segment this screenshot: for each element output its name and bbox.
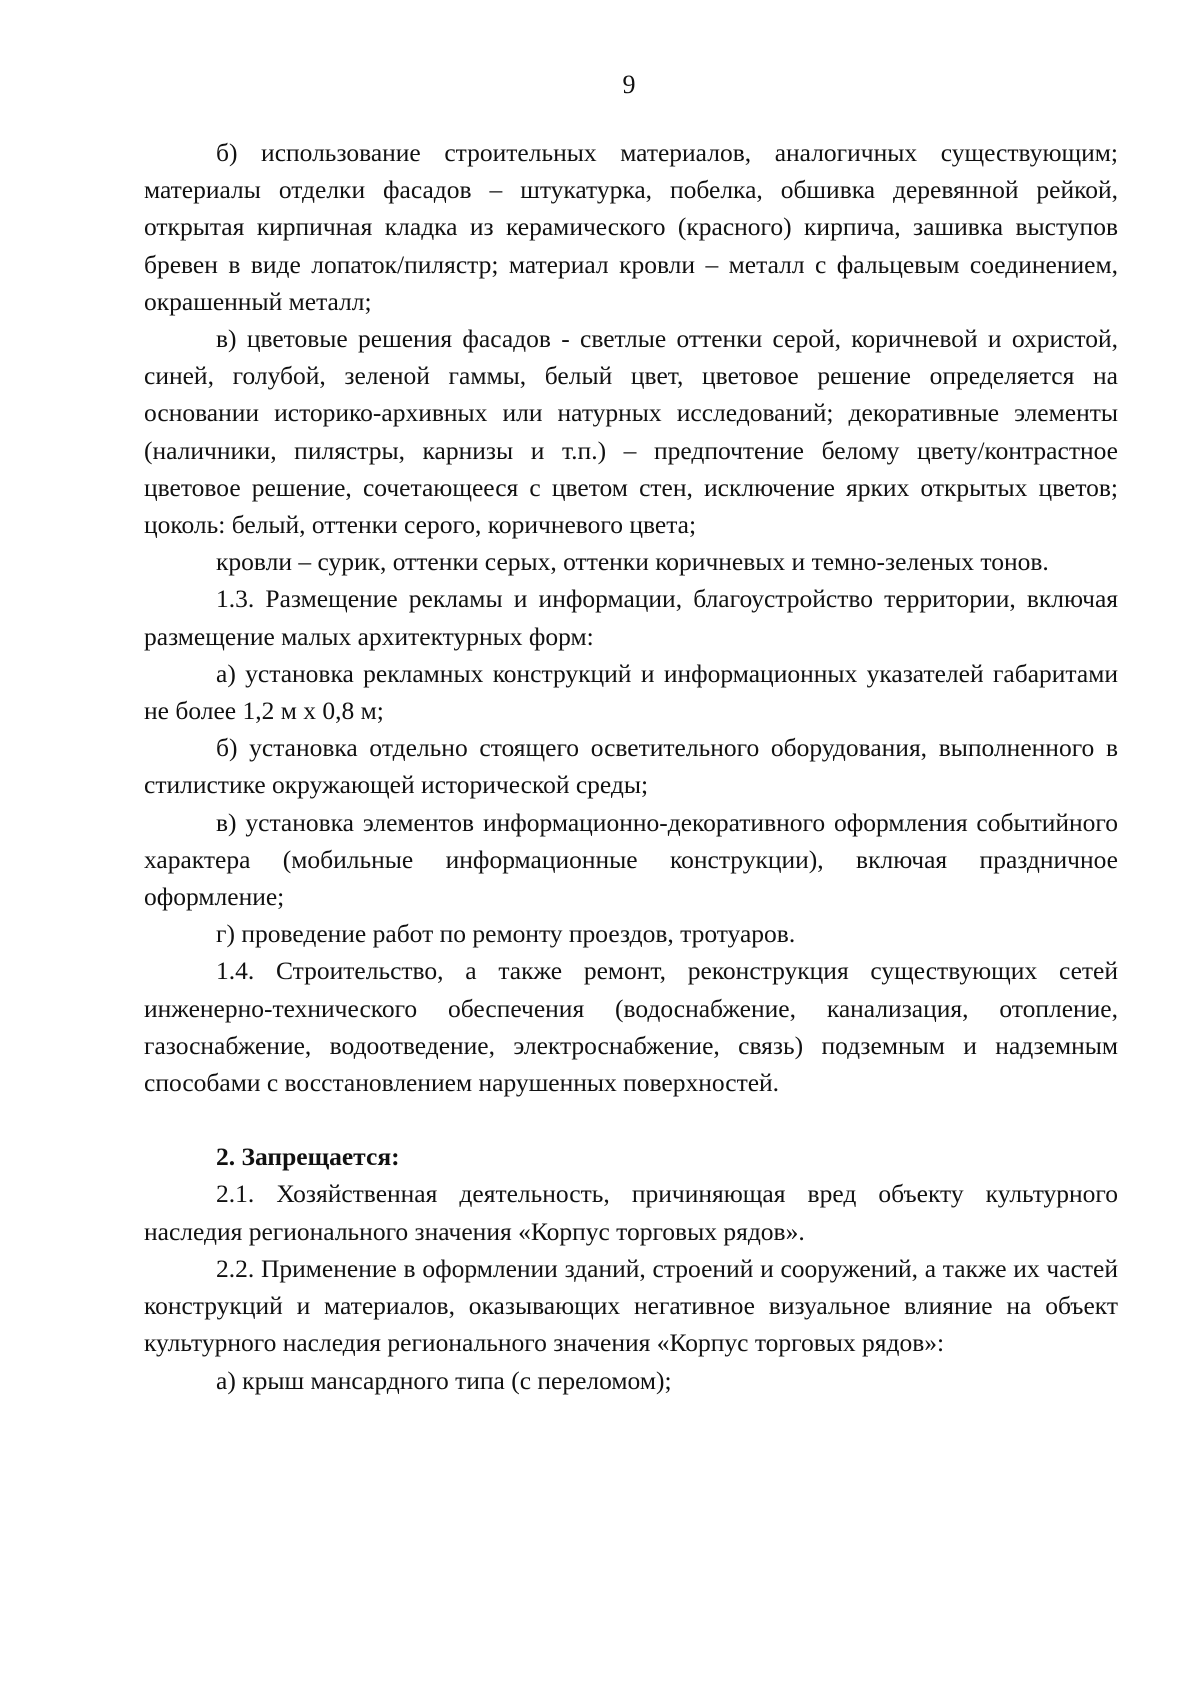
paragraph-1-3a-ad-structures: а) установка рекламных конструкций и информационных указателей габаритами не более 1,2 м х 0,8 м; <box>144 658 1118 726</box>
paragraph-1-3v-decorative: в) установка элементов информационно-декоративного оформления событийного характера (мобильные информационные конструкции), включая праздничное оформление; <box>144 807 1118 912</box>
paragraph-1b-building-materials: б) использование строительных материалов, аналогичных существующим; материалы отделки фасадов – штукатурка, побелка, обшивка деревянной рейкой, открытая кирпичная кладка из керамического (красного) кирпича, зашивка выступов бревен в виде лопаток/пилястр; материал кровли – металл с фальцевым соединением, окрашенный металл; <box>144 138 1118 316</box>
section-heading: 2. Запрещается: <box>216 1142 400 1172</box>
paragraph-1-4-networks: 1.4. Строительство, а также ремонт, реконструкция существующих сетей инженерно-технического обеспечения (водоснабжение, канализация, отопление, газоснабжение, водоотведение, электроснабжение, связь) подземным и надземным способами с восстановлением нарушенных поверхностей. <box>144 956 1118 1098</box>
paragraph-2-2-prohibited-materials: 2.2. Применение в оформлении зданий, строений и сооружений, а также их частей конструкций и материалов, оказывающих негативное визуальное влияние на объект культурного наследия регионального значения «Корпус торговых рядов»: <box>144 1253 1118 1358</box>
paragraph-1-3b-lighting: б) установка отдельно стоящего осветительного оборудования, выполненного в стилистике окружающей исторической среды; <box>144 733 1118 800</box>
paragraph-1v-facade-colors: в) цветовые решения фасадов - светлые оттенки серой, коричневой и охристой, синей, голубой, зеленой гаммы, белый цвет, цветовое решение определяется на основании историко-архивных или натурных исследований; декоративные элементы (наличники, пилястры, карнизы и т.п.) – предпочтение белому цвету/контрастное цветовое решение, сочетающееся с цветом стен, исключение ярких открытых цветов; цоколь: белый, оттенки серого, коричневого цвета; <box>144 324 1118 540</box>
page-number: 9 <box>622 70 636 99</box>
paragraph-1-3-advertising: 1.3. Размещение рекламы и информации, благоустройство территории, включая размещение малых архитектурных форм: <box>144 584 1118 651</box>
section-spacer <box>144 1101 1118 1138</box>
document-body <box>144 134 1118 1399</box>
paragraph-roof-colors: кровли – сурик, оттенки серых, оттенки коричневых и темно-зеленых тонов. <box>216 547 1049 577</box>
paragraph-1-3g-repair: г) проведение работ по ремонту проездов, тротуаров. <box>216 919 796 949</box>
paragraph-2-1-prohibited-activity: 2.1. Хозяйственная деятельность, причиняющая вред объекту культурного наследия регионального значения «Корпус торговых рядов». <box>144 1179 1118 1246</box>
paragraph-2-2a-mansard-roofs: а) крыш мансардного типа (с переломом); <box>216 1365 672 1395</box>
